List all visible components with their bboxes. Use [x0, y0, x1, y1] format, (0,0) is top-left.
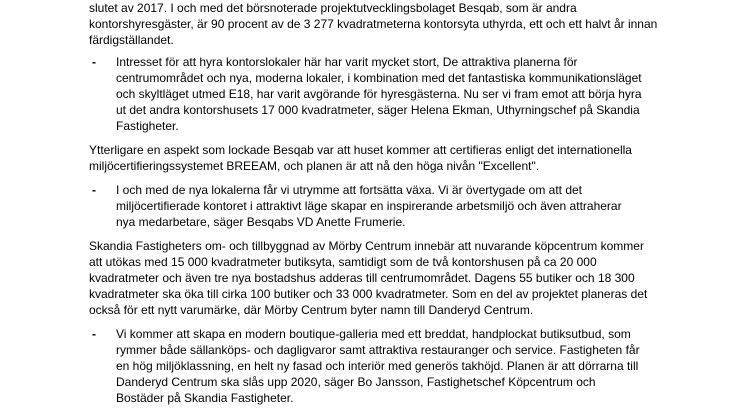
quote-anette-frumerie — [116, 182, 622, 230]
text-line: Intresset för att hyra kontorslokaler här har varit mycket stort, De attraktiva planerna för — [116, 55, 578, 69]
morby-centrum-paragraph — [89, 238, 647, 318]
text-line: och skyltläget utmed E18, har varit avgörande för hyresgästerna. Nu ser vi fram emot att börja hyra — [116, 87, 642, 101]
text-line: kvadratmeter och även tre nya bostadshus adderas till centrumområdet. Dagens 55 butiker och 18 300 — [89, 271, 635, 285]
quote-bo-jansson — [116, 326, 640, 406]
bullet-marker: - — [92, 327, 96, 341]
text-line: slutet av 2017. I och med det börsnoterade projektutvecklingsbolaget Besqab, som är andra — [89, 1, 577, 15]
text-line: också för ett nytt varumärke, där Mörby Centrum byter namn till Danderyd Centrum. — [89, 303, 534, 317]
text-line: ut det andra kontorshusets 17 000 kvadratmeter, säger Helena Ekman, Uthyrningschef på Skandia — [116, 103, 640, 117]
bullet-marker: - — [92, 183, 96, 197]
intro-paragraph — [89, 0, 657, 48]
text-line: kontorshyresgäster, är 90 procent av de 3 277 kvadratmeterna kontorsyta uthyrda, ett och ett halvt år innan — [89, 17, 658, 31]
text-line: en hög miljöklassning, en helt ny fasad och interiör med generös takhöjd. Planen är att dörrarna till — [116, 359, 639, 373]
text-line: rymmer både sällanköps- och dagligvaror samt attraktiva restauranger och service. Fastigheten får — [116, 343, 640, 357]
text-line: Fastigheter. — [116, 119, 179, 133]
breeam-paragraph — [89, 142, 632, 174]
quote-helena-ekman — [116, 54, 642, 134]
text-line: centrumområdet och nya, moderna lokaler, i kombination med det fantastiska kommunikationsläget — [116, 71, 642, 85]
text-line: kvadratmeter ska öka till cirka 100 butiker och 33 000 kvadratmeter. Som en del av projektet planeras det — [89, 287, 648, 301]
text-line: att utökas med 15 000 kvadratmeter butiksyta, samtidigt som de två kontorshusen på ca 20 000 — [89, 255, 597, 269]
text-line: Vi kommer att skapa en modern boutique-galleria med ett breddat, handplockat butiksutbud, som — [116, 327, 631, 341]
text-line: miljöcertifierade kontoret i attraktivt läge skapar en inspirerande arbetsmiljö och även attraherar — [116, 199, 622, 213]
text-line: miljöcertifieringssystemet BREEAM, och planen är att nå den höga nivån "Excellent". — [89, 159, 540, 173]
text-line: Ytterligare en aspekt som lockade Besqab var att huset kommer att certifieras enligt det internationella — [89, 143, 632, 157]
text-line: nya medarbetare, säger Besqabs VD Anette Frumerie. — [116, 215, 406, 229]
text-line: Bostäder på Skandia Fastigheter. — [116, 391, 294, 405]
text-line: Danderyd Centrum ska slås upp 2020, säger Bo Jansson, Fastighetschef Köpcentrum och — [116, 375, 596, 389]
text-line: Skandia Fastigheters om- och tillbyggnad av Mörby Centrum innebär att nuvarande köpcentrum kommer — [89, 239, 644, 253]
text-line: färdigställandet. — [89, 33, 174, 47]
text-line: I och med de nya lokalerna får vi utrymme att fortsätta växa. Vi är övertygade om att det — [116, 183, 583, 197]
bullet-marker: - — [92, 55, 96, 69]
